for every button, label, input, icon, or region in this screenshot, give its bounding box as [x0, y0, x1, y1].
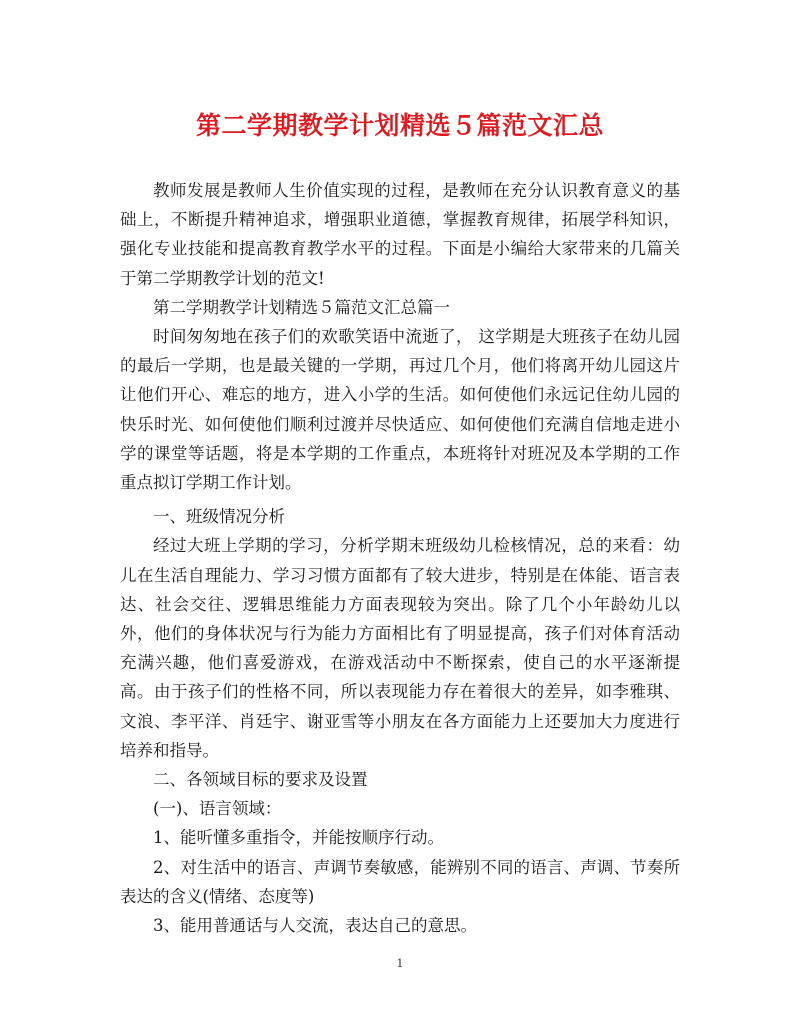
list-item-1: 1、能听懂多重指令，并能按顺序行动。: [153, 828, 444, 848]
list-item-2: 2、对生活中的语言、声调节奏敏感，能辨别不同的语言、声调、节奏所表达的含义(情绪、态度等): [120, 857, 680, 906]
document-body: [120, 176, 680, 940]
heading-language-domain: (一)、语言领域：: [153, 799, 282, 819]
list-item-3: 3、能用普通话与人交流，表达自己的意思。: [153, 916, 477, 936]
heading-class-analysis: 一、班级情况分析: [153, 507, 285, 527]
section-title: 第二学期教学计划精选５篇范文汇总篇一: [153, 297, 450, 317]
heading-domain-goals: 二、各领域目标的要求及设置: [153, 770, 368, 790]
page-number: 1: [396, 957, 404, 970]
paragraph-2: 经过大班上学期的学习，分析学期末班级幼儿检核情况，总的来看：幼儿在生活自理能力、学习习惯方面都有了较大进步，特别是在体能、语言表达、社会交往、逻辑思维能力方面表现较为突出。除了几个小年龄幼儿以外，他们的身体状况与行为能力方面相比有了明显提高，孩子们对体育活动充满兴趣，他们喜爱游戏，在游戏活动中不断探索，使自己的水平逐渐提高。由于孩子们的性格不同，所以表现能力存在着很大的差异，如李雅琪、文浪、李平洋、肖廷宇、谢亚雪等小朋友在各方面能力上还要加大力度进行培养和指导。: [120, 536, 680, 760]
paragraph-1: 时间匆匆地在孩子们的欢歌笑语中流逝了， 这学期是大班孩子在幼儿园的最后一学期，也是最关键的一学期，再过几个月，他们将离开幼儿园这片让他们开心、难忘的地方，进入小学的生活。如何使他们永远记住幼儿园的快乐时光、如何使他们顺利过渡并尽快适应、如何使他们充满自信地走进小学的课堂等话题，将是本学期的工作重点，本班将针对班况及本学期的工作重点拟订学期工作计划。: [120, 327, 680, 493]
document-title: 第二学期教学计划精选５篇范文汇总: [195, 111, 604, 140]
intro-paragraph: 教师发展是教师人生价值实现的过程，是教师在充分认识教育意义的基础上，不断提升精神追求，增强职业道德，掌握教育规律，拓展学科知识，强化专业技能和提高教育教学水平的过程。下面是小编给大家带来的几篇关于第二学期教学计划的范文!: [120, 181, 680, 288]
